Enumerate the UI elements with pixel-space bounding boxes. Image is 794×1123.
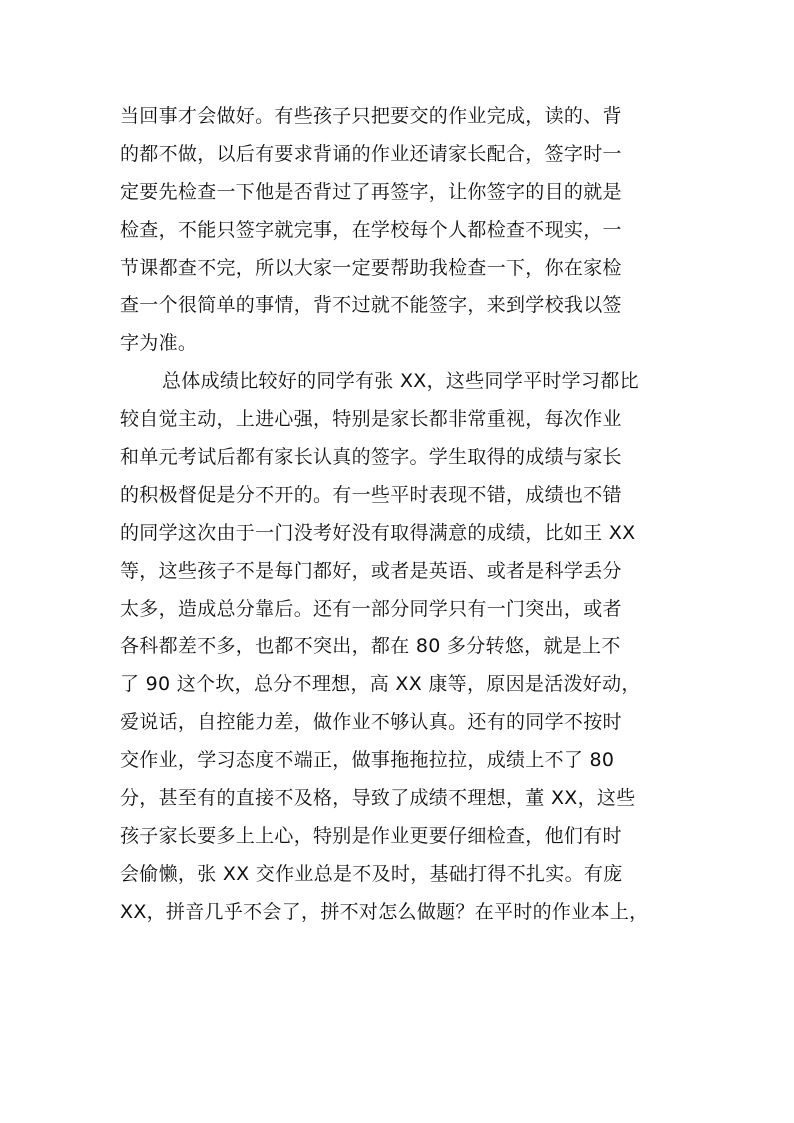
- text-line: 当回事才会做好。有些孩子只把要交的作业完成，读的、背: [120, 105, 622, 127]
- text-line: 字为准。: [120, 332, 198, 355]
- text-line: 各科都差不多，也都不突出，都在 80 多分转悠，就是上不: [120, 635, 621, 658]
- body-text: [120, 98, 676, 932]
- text-line: XX，拼音几乎不会了，拼不对怎么做题？在平时的作业本上，: [120, 900, 649, 923]
- text-line: 查一个很简单的事情，背不过就不能签字，来到学校我以签: [120, 294, 622, 317]
- paragraph-start-line: 总体成绩比较好的同学有张 XX，这些同学平时学习都比: [162, 370, 639, 393]
- text-line: 检查，不能只签字就完事，在学校每个人都检查不现实，一: [120, 218, 622, 241]
- text-line: 等，这些孩子不是每门都好，或者是英语、或者是科学丢分: [120, 559, 622, 582]
- text-line: 的同学这次由于一门没考好没有取得满意的成绩，比如王 XX: [120, 521, 636, 544]
- text-line: 分，甚至有的直接不及格，导致了成绩不理想，董 XX，这些: [120, 787, 636, 810]
- text-line: 和单元考试后都有家长认真的签字。学生取得的成绩与家长: [120, 446, 622, 469]
- text-line: 较自觉主动，上进心强，特别是家长都非常重视，每次作业: [120, 408, 622, 431]
- text-line: 爱说话，自控能力差，做作业不够认真。还有的同学不按时: [120, 711, 622, 734]
- text-line: 的积极督促是分不开的。有一些平时表现不错，成绩也不错: [120, 483, 622, 506]
- text-line: 的都不做，以后有要求背诵的作业还请家长配合，签字时一: [120, 142, 622, 165]
- text-line: 孩子家长要多上上心，特别是作业更要仔细检查，他们有时: [120, 824, 622, 847]
- text-line: 定要先检查一下他是否背过了再签字，让你签字的目的就是: [120, 180, 622, 203]
- text-line: 会偷懒，张 XX 交作业总是不及时，基础打得不扎实。有庞: [120, 862, 623, 885]
- text-line: 节课都查不完，所以大家一定要帮助我检查一下，你在家检: [120, 256, 622, 279]
- text-line: 了 90 这个坎，总分不理想，高 XX 康等，原因是活泼好动，: [120, 673, 641, 696]
- text-line: 太多，造成总分靠后。还有一部分同学只有一门突出，或者: [120, 597, 622, 620]
- text-line: 交作业，学习态度不端正，做事拖拖拉拉，成绩上不了 80: [120, 749, 615, 772]
